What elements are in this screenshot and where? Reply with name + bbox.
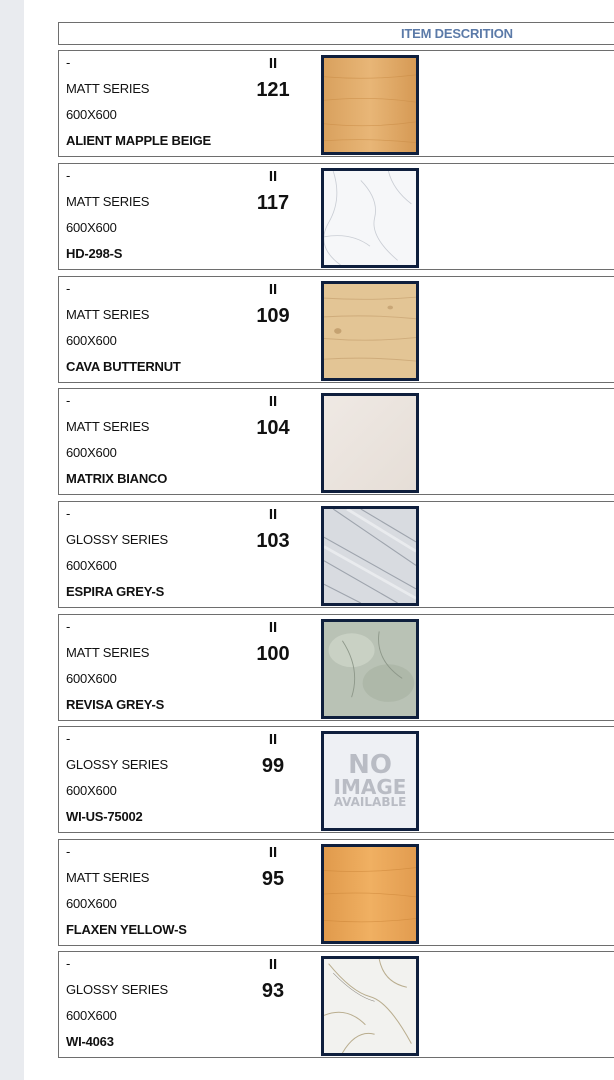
row-size: 600X600 bbox=[66, 671, 117, 686]
row-grade: II bbox=[268, 55, 278, 72]
row-grade: II bbox=[268, 168, 278, 185]
row-quantity: 117 bbox=[256, 192, 290, 214]
row-series: MATT SERIES bbox=[66, 81, 150, 96]
row-dash: - bbox=[66, 393, 71, 408]
row-grade: II bbox=[268, 506, 278, 523]
row-series: GLOSSY SERIES bbox=[66, 532, 168, 547]
plain-cream-icon[interactable] bbox=[321, 393, 419, 493]
white-marble-icon[interactable] bbox=[321, 168, 419, 268]
row-size: 600X600 bbox=[66, 445, 117, 460]
row-quantity: 100 bbox=[256, 643, 290, 665]
row-size: 600X600 bbox=[66, 220, 117, 235]
row-dash: - bbox=[66, 731, 71, 746]
no-image-line-3: AVAILABLE bbox=[333, 795, 407, 810]
catalog-page bbox=[24, 0, 614, 1080]
row-quantity: 93 bbox=[261, 980, 285, 1002]
table-row[interactable] bbox=[58, 726, 614, 833]
table-header bbox=[58, 22, 614, 45]
row-product-name: WI-US-75002 bbox=[66, 809, 143, 824]
row-dash: - bbox=[66, 55, 71, 70]
row-grade: II bbox=[268, 281, 278, 298]
grey-marble-icon[interactable] bbox=[321, 506, 419, 606]
row-quantity: 109 bbox=[256, 305, 290, 327]
row-quantity: 121 bbox=[256, 79, 290, 101]
item-description-heading: ITEM DESCRITION bbox=[401, 26, 513, 41]
row-product-name: FLAXEN YELLOW-S bbox=[66, 922, 187, 937]
row-dash: - bbox=[66, 506, 71, 521]
row-size: 600X600 bbox=[66, 558, 117, 573]
row-grade: II bbox=[268, 619, 278, 636]
row-size: 600X600 bbox=[66, 107, 117, 122]
row-series: MATT SERIES bbox=[66, 645, 150, 660]
row-size: 600X600 bbox=[66, 333, 117, 348]
row-series: MATT SERIES bbox=[66, 870, 150, 885]
table-row[interactable] bbox=[58, 501, 614, 608]
row-quantity: 103 bbox=[256, 530, 290, 552]
row-product-name: HD-298-S bbox=[66, 246, 123, 261]
row-dash: - bbox=[66, 619, 71, 634]
wood-beige-icon[interactable] bbox=[321, 281, 419, 381]
row-series: MATT SERIES bbox=[66, 419, 150, 434]
row-product-name: ALIENT MAPPLE BEIGE bbox=[66, 133, 211, 148]
table-row[interactable] bbox=[58, 951, 614, 1058]
table-row[interactable] bbox=[58, 839, 614, 946]
row-dash: - bbox=[66, 956, 71, 971]
wood-orange-icon[interactable] bbox=[321, 55, 419, 155]
row-dash: - bbox=[66, 168, 71, 183]
row-size: 600X600 bbox=[66, 1008, 117, 1023]
row-grade: II bbox=[268, 956, 278, 973]
row-product-name: MATRIX BIANCO bbox=[66, 471, 168, 486]
row-series: MATT SERIES bbox=[66, 194, 150, 209]
row-grade: II bbox=[268, 731, 278, 748]
row-size: 600X600 bbox=[66, 783, 117, 798]
row-grade: II bbox=[268, 393, 278, 410]
row-quantity: 95 bbox=[261, 868, 285, 890]
row-size: 600X600 bbox=[66, 896, 117, 911]
green-grey-stone-icon[interactable] bbox=[321, 619, 419, 719]
row-series: GLOSSY SERIES bbox=[66, 757, 168, 772]
row-grade: II bbox=[268, 844, 278, 861]
table-row[interactable] bbox=[58, 388, 614, 495]
row-product-name: REVISA GREY-S bbox=[66, 697, 165, 712]
table-row[interactable] bbox=[58, 276, 614, 383]
no-image-line-2: IMAGE bbox=[333, 775, 407, 800]
white-gold-marble-icon[interactable] bbox=[321, 956, 419, 1056]
no-image-icon[interactable] bbox=[321, 731, 419, 831]
no-image-placeholder bbox=[324, 734, 416, 828]
table-row[interactable] bbox=[58, 163, 614, 270]
row-product-name: CAVA BUTTERNUT bbox=[66, 359, 181, 374]
row-product-name: WI-4063 bbox=[66, 1034, 114, 1049]
wood-yellow-icon[interactable] bbox=[321, 844, 419, 944]
row-dash: - bbox=[66, 281, 71, 296]
row-quantity: 104 bbox=[256, 417, 290, 439]
no-image-line-1: NO bbox=[348, 750, 392, 781]
row-dash: - bbox=[66, 844, 71, 859]
table-row[interactable] bbox=[58, 50, 614, 157]
table-row[interactable] bbox=[58, 614, 614, 721]
row-quantity: 99 bbox=[261, 755, 285, 777]
row-series: MATT SERIES bbox=[66, 307, 150, 322]
row-series: GLOSSY SERIES bbox=[66, 982, 168, 997]
row-product-name: ESPIRA GREY-S bbox=[66, 584, 165, 599]
